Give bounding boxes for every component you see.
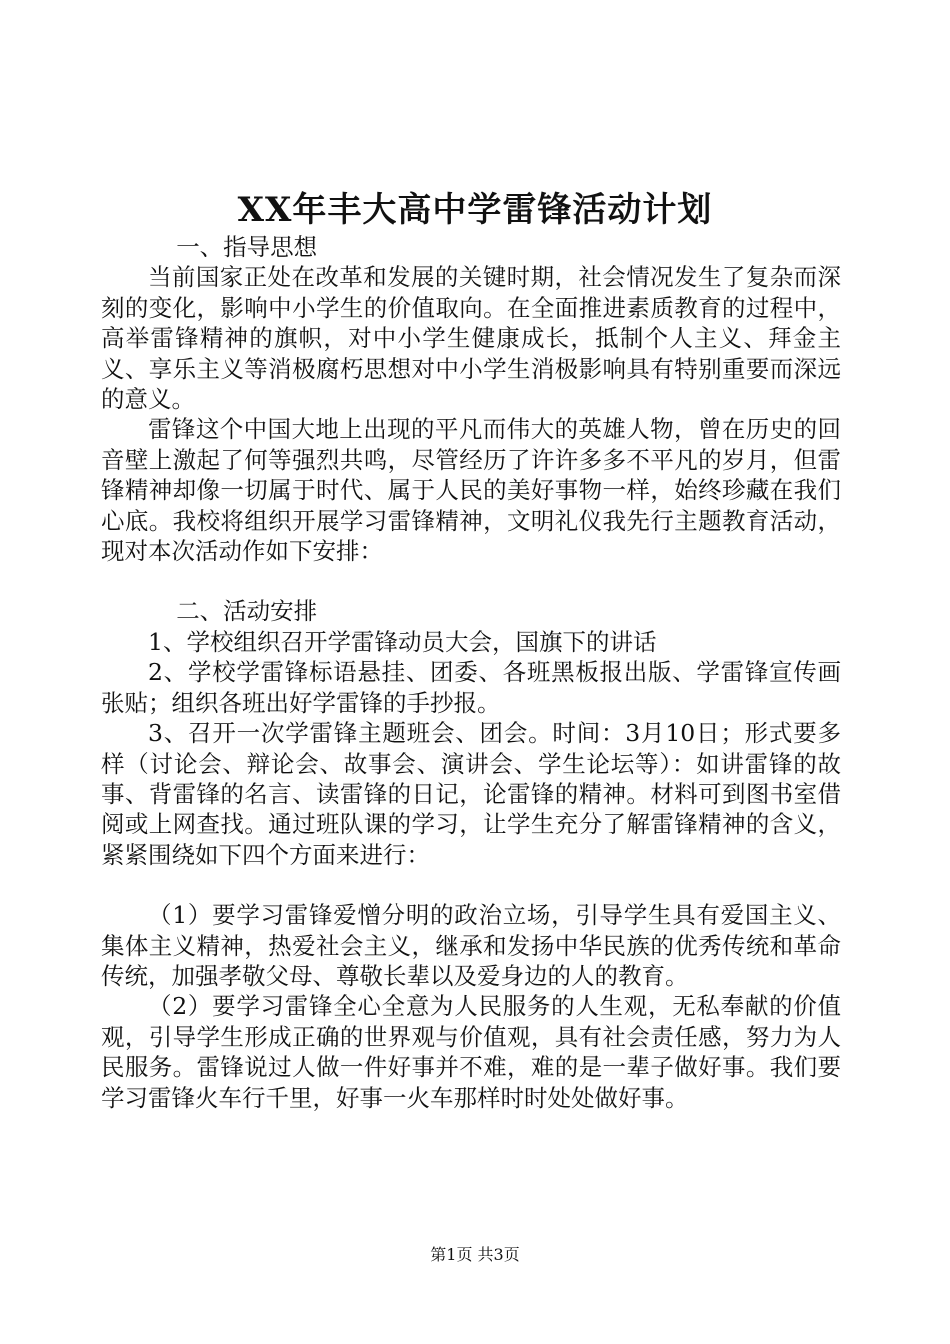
paragraph: 雷锋这个中国大地上出现的平凡而伟大的英雄人物，曾在历史的回音壁上激起了何等强烈共鸣，尽管经历了许许多多不平凡的岁月，但雷锋精神却像一切属于时代、属于人民的美好事物一样，始终珍藏在我们心底。我校将组织开展学习雷锋精神，文明礼仪我先行主题教育活动，现对本次活动作如下安排： [101, 415, 841, 566]
section-heading-activities: 二、活动安排 [176, 597, 318, 626]
paragraph-spacer [101, 566, 841, 596]
paragraph-spacer [101, 870, 841, 900]
paragraph: 当前国家正处在改革和发展的关键时期，社会情况发生了复杂而深刻的变化，影响中小学生的价值取向。在全面推进素质教育的过程中，高举雷锋精神的旗帜，对中小学生健康成长，抵制个人主义、拜金主义、享乐主义等消极腐朽思想对中小学生消极影响具有特别重要而深远的意义。 [101, 263, 841, 414]
document-title: XX年丰大高中学雷锋活动计划 [237, 190, 713, 230]
sub-list-item: （2）要学习雷锋全心全意为人民服务的人生观，无私奉献的价值观，引导学生形成正确的世界观与价值观，具有社会责任感，努力为人民服务。雷锋说过人做一件好事并不难，难的是一辈子做好事。我们要学习雷锋火车行千里，好事一火车那样时时处处做好事。 [101, 992, 841, 1112]
list-item: 3、召开一次学雷锋主题班会、团会。时间：3月10日；形式要多样（讨论会、辩论会、故事会、演讲会、学生论坛等）：如讲雷锋的故事、背雷锋的名言、读雷锋的日记，论雷锋的精神。材料可到图书室借阅或上网查找。通过班队课的学习，让学生充分了解雷锋精神的含义，紧紧围绕如下四个方面来进行： [101, 719, 841, 869]
section-heading-guiding-thought: 一、指导思想 [176, 233, 318, 261]
sub-list-item: （1）要学习雷锋爱憎分明的政治立场，引导学生具有爱国主义、集体主义精神，热爱社会主义，继承和发扬中华民族的优秀传统和革命传统，加强孝敬父母、尊敬长辈以及爱身边的人的教育。 [101, 901, 841, 990]
list-item: 1、学校组织召开学雷锋动员大会，国旗下的讲话 [148, 627, 657, 656]
list-item: 2、学校学雷锋标语悬挂、团委、各班黑板报出版、学雷锋宣传画张贴；组织各班出好学雷锋的手抄报。 [101, 658, 841, 717]
document-body [101, 232, 841, 1113]
page-number-footer: 第1页 共3页 [430, 1245, 520, 1264]
